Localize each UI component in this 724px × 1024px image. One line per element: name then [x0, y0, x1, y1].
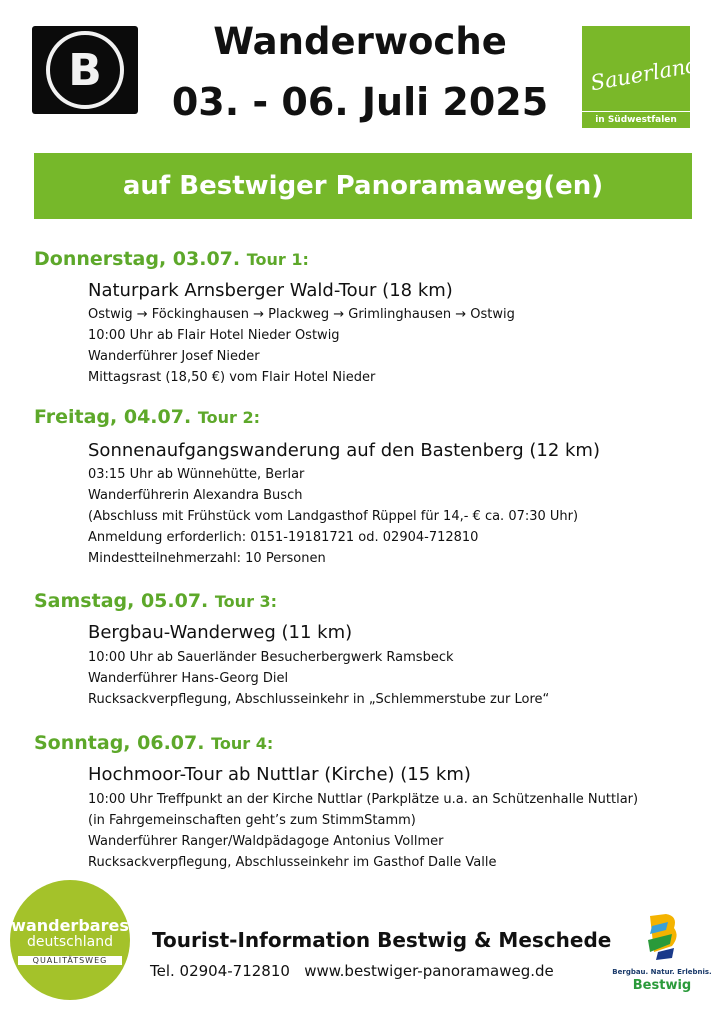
tour-4-day [34, 732, 273, 754]
tour-1-line: Mittagsrast (18,50 €) vom Flair Hotel Nieder [88, 370, 376, 385]
tour-1-number: Tour 1: [246, 250, 309, 269]
tour-3-line: 10:00 Uhr ab Sauerländer Besucherbergwerk Ramsbeck [88, 650, 454, 665]
banner: auf Bestwiger Panoramaweg(en) [34, 153, 692, 219]
tour-3-title: Bergbau-Wanderweg (11 km) [88, 622, 353, 643]
bestwig-b-icon [646, 912, 680, 962]
tour-1-line: 10:00 Uhr ab Flair Hotel Nieder Ostwig [88, 328, 340, 343]
tour-4-number: Tour 4: [211, 734, 274, 753]
tour-4-title: Hochmoor-Tour ab Nuttlar (Kirche) (15 km) [88, 764, 471, 785]
tour-2-line: (Abschluss mit Frühstück vom Landgasthof Rüppel für 14,- € ca. 07:30 Uhr) [88, 509, 579, 524]
tour-1-date: Donnerstag, 03.07. [34, 248, 241, 270]
b-logo [32, 26, 138, 114]
page-title: Wanderwoche [213, 20, 507, 63]
tour-2-date: Freitag, 04.07. [34, 406, 192, 428]
badge-line-2: deutschland [27, 934, 113, 950]
tourist-info-title: Tourist-Information Bestwig & Meschede [152, 928, 612, 952]
sauerland-logo-text: Sauerland [588, 52, 701, 96]
badge-line-1: wanderbares [11, 916, 129, 935]
b-logo-letter: B [46, 31, 124, 109]
tour-1-title: Naturpark Arnsberger Wald-Tour (18 km) [88, 280, 453, 301]
tour-4-line: (in Fahrgemeinschaften geht’s zum StimmStamm) [88, 813, 416, 828]
tour-2-line: Anmeldung erforderlich: 0151-19181721 od. 02904-712810 [88, 530, 479, 545]
badge-line-3: QUALITÄTSWEG [18, 956, 122, 965]
tour-3-line: Wanderführer Hans-Georg Diel [88, 671, 289, 686]
wanderbares-deutschland-badge [10, 880, 130, 1000]
tour-2-line: 03:15 Uhr ab Wünnehütte, Berlar [88, 467, 305, 482]
tour-4-line: Rucksackverpflegung, Abschlusseinkehr im Gasthof Dalle Valle [88, 855, 497, 870]
tour-4-line: 10:00 Uhr Treffpunkt an der Kirche Nuttlar (Parkplätze u.a. an Schützenhalle Nuttlar) [88, 792, 639, 807]
tour-3-number: Tour 3: [214, 592, 278, 611]
tour-3-line: Rucksackverpflegung, Abschlusseinkehr in „Schlemmerstube zur Lore“ [88, 692, 550, 707]
tour-2-line: Wanderführerin Alexandra Busch [88, 488, 303, 503]
tour-2-title: Sonnenaufgangswanderung auf den Bastenberg (12 km) [88, 440, 600, 461]
tourist-info-contact: Tel. 02904-712810 www.bestwiger-panoramaweg.de [150, 962, 554, 980]
tour-4-date: Sonntag, 06.07. [34, 732, 205, 754]
tour-1-line: Ostwig → Föckinghausen → Plackweg → Grimlinghausen → Ostwig [88, 307, 515, 322]
page-dates: 03. - 06. Juli 2025 [171, 80, 549, 124]
bestwig-logo [612, 910, 712, 1000]
tour-2-number: Tour 2: [197, 408, 260, 427]
tour-1-line: Wanderführer Josef Nieder [88, 349, 260, 364]
tour-4-line: Wanderführer Ranger/Waldpädagoge Antonius Vollmer [88, 834, 444, 849]
bestwig-slogan: Bergbau. Natur. Erlebnis. [612, 968, 712, 976]
bestwig-name: Bestwig [632, 978, 692, 993]
sauerland-logo [582, 26, 701, 128]
sauerland-logo-sub: in Südwestfalen [582, 111, 690, 128]
tour-2-line: Mindestteilnehmerzahl: 10 Personen [88, 551, 326, 566]
tour-3-day [34, 590, 277, 612]
tour-3-date: Samstag, 05.07. [34, 590, 209, 612]
tour-1-day [34, 248, 309, 270]
tour-2-day [34, 406, 260, 428]
